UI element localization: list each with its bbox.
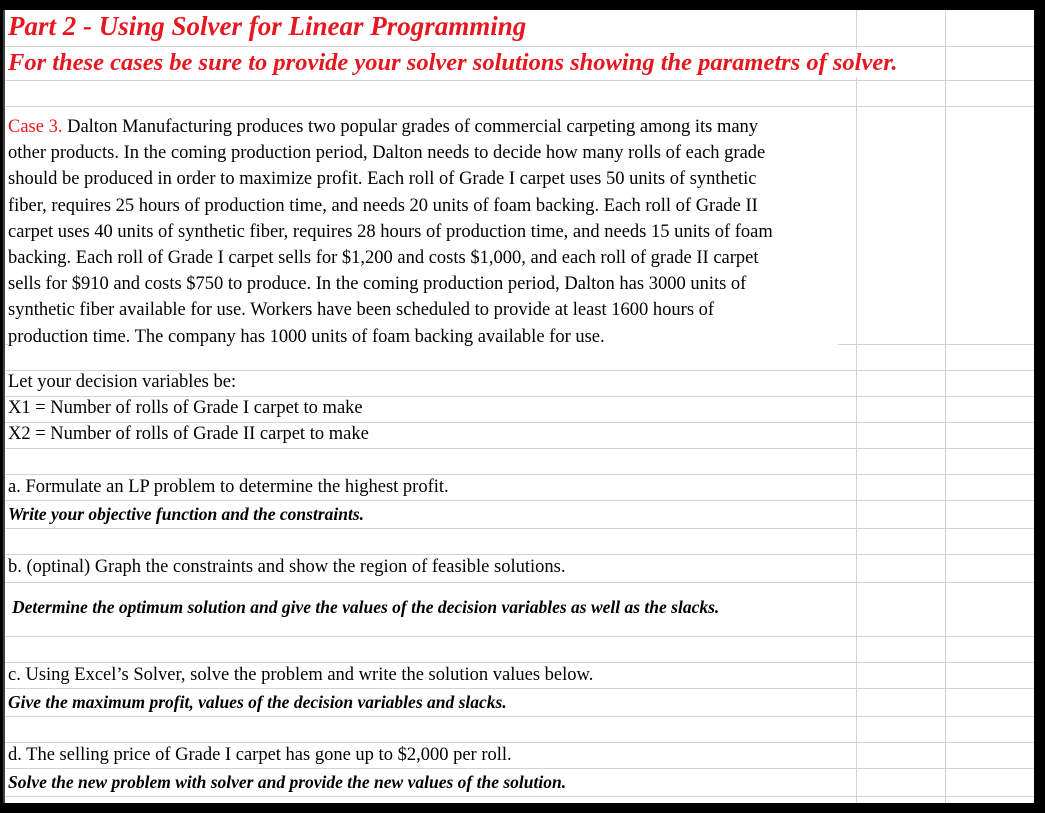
decision-x1[interactable]: X1 = Number of rolls of Grade I carpet to make bbox=[8, 398, 363, 418]
case-line: sells for $910 and costs $750 to produce. In the coming production period, Dalton has 3000 units of bbox=[8, 274, 747, 295]
case-line: should be produced in order to maximize profit. Each roll of Grade I carpet uses 50 units of synthetic bbox=[8, 169, 757, 190]
question-a-note[interactable]: Write your objective function and the constraints. bbox=[8, 504, 365, 524]
case-line: production time. The company has 1000 units of foam backing available for use. bbox=[8, 326, 605, 347]
row-divider bbox=[3, 688, 1034, 689]
case-line-1: Case 3. Dalton Manufacturing produces two popular grades of commercial carpeting among its many bbox=[8, 117, 759, 137]
row-divider bbox=[3, 448, 1034, 449]
column-divider bbox=[945, 10, 946, 803]
row-divider bbox=[3, 742, 1034, 743]
decision-intro[interactable]: Let your decision variables be: bbox=[8, 372, 237, 392]
row-divider bbox=[3, 582, 1034, 583]
case-description[interactable] bbox=[8, 114, 838, 350]
question-b[interactable]: b. (optinal) Graph the constraints and show the region of feasible solutions. bbox=[8, 557, 566, 577]
spreadsheet-grid bbox=[3, 10, 1034, 803]
row-divider bbox=[3, 500, 1034, 501]
row-divider bbox=[3, 768, 1034, 769]
row-divider bbox=[3, 80, 1034, 81]
row-divider bbox=[3, 396, 1034, 397]
case-label: Case 3. bbox=[8, 117, 63, 137]
row-divider bbox=[3, 46, 1034, 47]
question-a[interactable]: a. Formulate an LP problem to determine the highest profit. bbox=[8, 477, 449, 497]
decision-x2[interactable]: X2 = Number of rolls of Grade II carpet to make bbox=[8, 424, 369, 444]
row-divider bbox=[3, 636, 1034, 637]
row-divider bbox=[3, 528, 1034, 529]
case-line: other products. In the coming production period, Dalton needs to decide how many rolls of each grade bbox=[8, 143, 766, 164]
row-divider bbox=[3, 474, 1034, 475]
page-subtitle[interactable]: For these cases be sure to provide your solver solutions showing the parametrs of solver. bbox=[8, 49, 902, 77]
case-line: carpet uses 40 units of synthetic fiber, requires 28 hours of production time, and needs 15 units of foam bbox=[8, 221, 773, 242]
page-title[interactable]: Part 2 - Using Solver for Linear Programming bbox=[8, 11, 532, 42]
case-line: backing. Each roll of Grade I carpet sells for $1,200 and costs $1,000, and each roll of grade II carpet bbox=[8, 248, 759, 269]
case-line: fiber, requires 25 hours of production time, and needs 20 units of foam backing. Each roll of Grade II bbox=[8, 195, 758, 216]
row-divider bbox=[3, 662, 1034, 663]
row-divider bbox=[3, 106, 1034, 107]
row-divider bbox=[3, 796, 1034, 797]
column-divider bbox=[856, 10, 857, 803]
row-divider bbox=[3, 716, 1034, 717]
left-border bbox=[3, 10, 5, 803]
question-d[interactable]: d. The selling price of Grade I carpet has gone up to $2,000 per roll. bbox=[8, 745, 512, 765]
row-divider bbox=[3, 370, 1034, 371]
question-d-note[interactable]: Solve the new problem with solver and provide the new values of the solution. bbox=[8, 772, 567, 792]
row-divider bbox=[3, 422, 1034, 423]
question-c[interactable]: c. Using Excel’s Solver, solve the problem and write the solution values below. bbox=[8, 665, 594, 685]
row-divider bbox=[3, 554, 1034, 555]
question-c-note[interactable]: Give the maximum profit, values of the decision variables and slacks. bbox=[8, 692, 507, 712]
case-line: synthetic fiber available for use. Workers have been scheduled to provide at least 1600 hours of bbox=[8, 300, 715, 321]
question-b-note[interactable]: Determine the optimum solution and give the values of the decision variables as well as the slacks. bbox=[12, 597, 720, 617]
